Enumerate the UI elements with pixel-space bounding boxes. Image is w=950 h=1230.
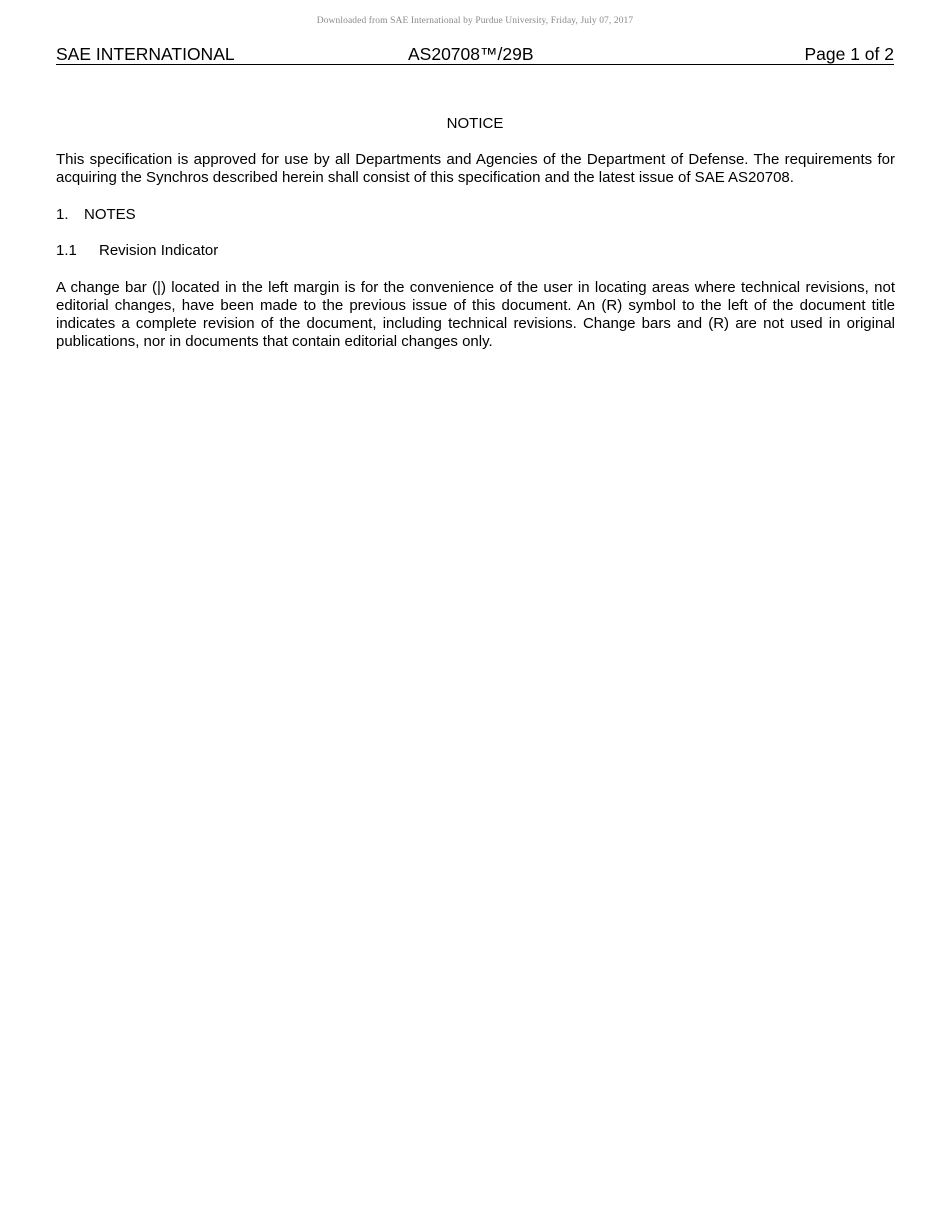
download-watermark: Downloaded from SAE International by Purdue University, Friday, July 07, 2017 <box>316 16 634 26</box>
section-heading-notes <box>56 206 136 224</box>
revision-indicator-paragraph: A change bar (|) located in the left margin is for the convenience of the user in locating areas where technical revisions, not editorial changes, have been made to the previous issue of this document. An (R) symbol to the left of the document title indicates a complete revision of the document, including technical revisions. Change bars and (R) are not used in original publications, nor in documents that contain editorial changes only. <box>56 279 895 350</box>
section-title: Revision Indicator <box>99 242 219 259</box>
notice-paragraph: This specification is approved for use by all Departments and Agencies of the Department of Defense. The requirements for acquiring the Synchros described herein shall consist of this specification and the latest issue of SAE AS20708. <box>56 151 895 186</box>
section-title: NOTES <box>84 206 136 223</box>
notice-title: NOTICE <box>446 115 504 132</box>
page-header <box>56 44 894 65</box>
header-organization: SAE INTERNATIONAL <box>56 44 235 64</box>
header-document-number: AS20708™/29B <box>408 44 534 64</box>
section-heading-revision-indicator <box>56 242 218 260</box>
section-number: 1.1 <box>56 242 77 259</box>
header-page-number: Page 1 of 2 <box>804 44 894 64</box>
section-number: 1. <box>56 206 69 223</box>
